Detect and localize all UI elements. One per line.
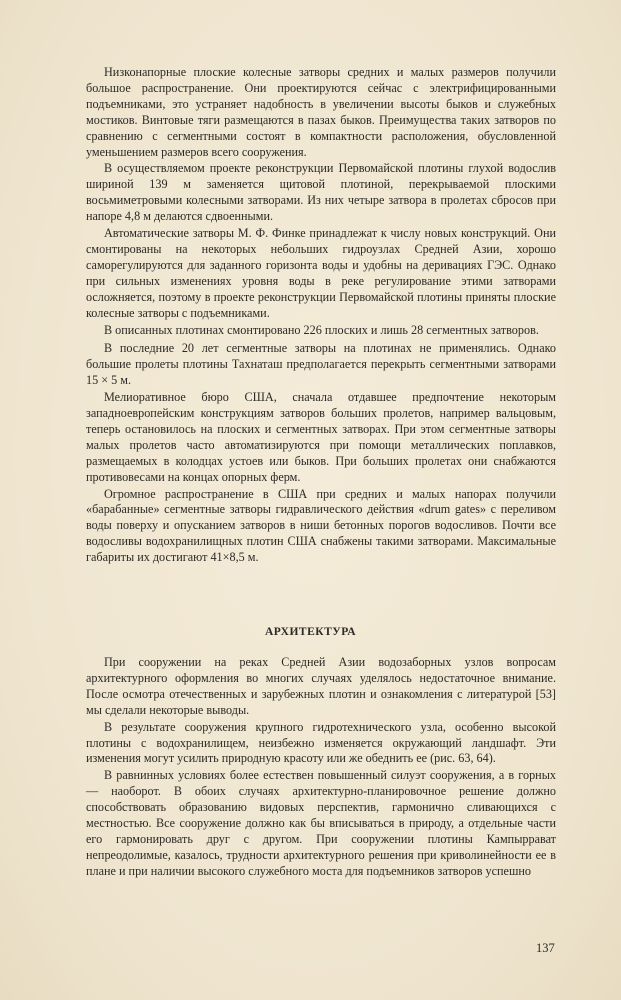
paragraph: Автоматические затворы М. Ф. Финке принадлежат к числу новых конструкций. Они смонтированы на некоторых небольших гидроузлах Средней Азии, хорошо саморегулируются для заданного горизонта воды и удобны на деривациях ГЭС. Однако при сильных изменениях уровня воды в реке регулирование этими затворами осложняется, поэтому в проекте реконструкции Первомайской плотины приняты плоские колесные затворы с подъемниками. [86,226,556,320]
paragraph: Мелиоративное бюро США, сначала отдавшее предпочтение некоторым западноевропейским конструкциям затворов больших пролетов, например вальцовым, теперь остановилось на плоских и сегментных затворах. При этом сегментные затворы малых пролетов часто автоматизируются при помощи металлических поплавков, размещаемых в колодцах устоев или быков. При больших пролетах они снабжаются противовесами на концах опорных ферм. [86,390,556,484]
paragraph: В описанных плотинах смонтировано 226 плоских и лишь 28 сегментных затворов. [104,322,539,337]
paragraph: В равнинных условиях более естествен повышенный силуэт сооружения, а в горных — наоборот. В обоих случаях архитектурно-планировочное решение должно способствовать образованию видовых перспектив, гармонично сливающихся с местностью. Все сооружение должно как бы вписываться в природу, а отдельные части его гармонировать друг с другом. При сооружении плотины Кампыррават непреодолимые, казалось, трудности архитектурного решения при криволинейности ее в плане и при наличии высокого служебного моста для подъемников затворов успешно [86,768,556,878]
paragraph: В последние 20 лет сегментные затворы на плотинах не применялись. Однако большие пролеты плотины Тахнаташ предполагается перекрыть сегментными затворами 15 × 5 м. [86,341,556,388]
text-section-2 [86,655,556,881]
paragraph: Огромное распространение в США при средних и малых напорах получили «барабанные» сегментные затворы гидравлического действия «drum gates» с переливом воды поверху и опусканием затворов в ниши бетонных порогов водосливов. Почти все водосливы водохранилищных плотин США снабжены такими затворами. Максимальные габариты их достигают 41×8,5 м. [86,486,556,565]
section-heading: АРХИТЕКТУРА [264,626,357,638]
paragraph: В осуществляемом проекте реконструкции Первомайской плотины глухой водослив шириной 139 м заменяется щитовой плотиной, перекрываемой плоскими восьмиметровыми колесными затворами. Из них четыре затвора в пролетах сбросов при напоре 4,8 м делаются сдвоенными. [86,161,556,224]
paragraph: При сооружении на реках Средней Азии водозаборных узлов вопросам архитектурного оформления во многих случаях уделялось недостаточное внимание. После осмотра отечественных и зарубежных плотин и ознакомления с литературой [53] мы сделали некоторые выводы. [86,655,556,717]
paragraph: Низконапорные плоские колесные затворы средних и малых размеров получили большое распространение. Они проектируются сейчас с электрифицированными подъемниками, это устраняет надобность в увеличении высоты быков и служебных мостиков. Винтовые тяги размещаются в пазах быков. Преимущества таких затворов по сравнению с сегментными состоят в компактности расположения, обусловленной уменьшением размеров всего сооружения. [86,65,556,159]
paragraph: В результате сооружения крупного гидротехнического узла, особенно высокой плотины с водохранилищем, неизбежно изменяется окружающий ландшафт. Эти изменения могут усилить природную красоту или же обеднить ее (рис. 63, 64). [86,719,556,766]
page-number: 137 [536,941,555,955]
text-section-1 [86,65,556,567]
